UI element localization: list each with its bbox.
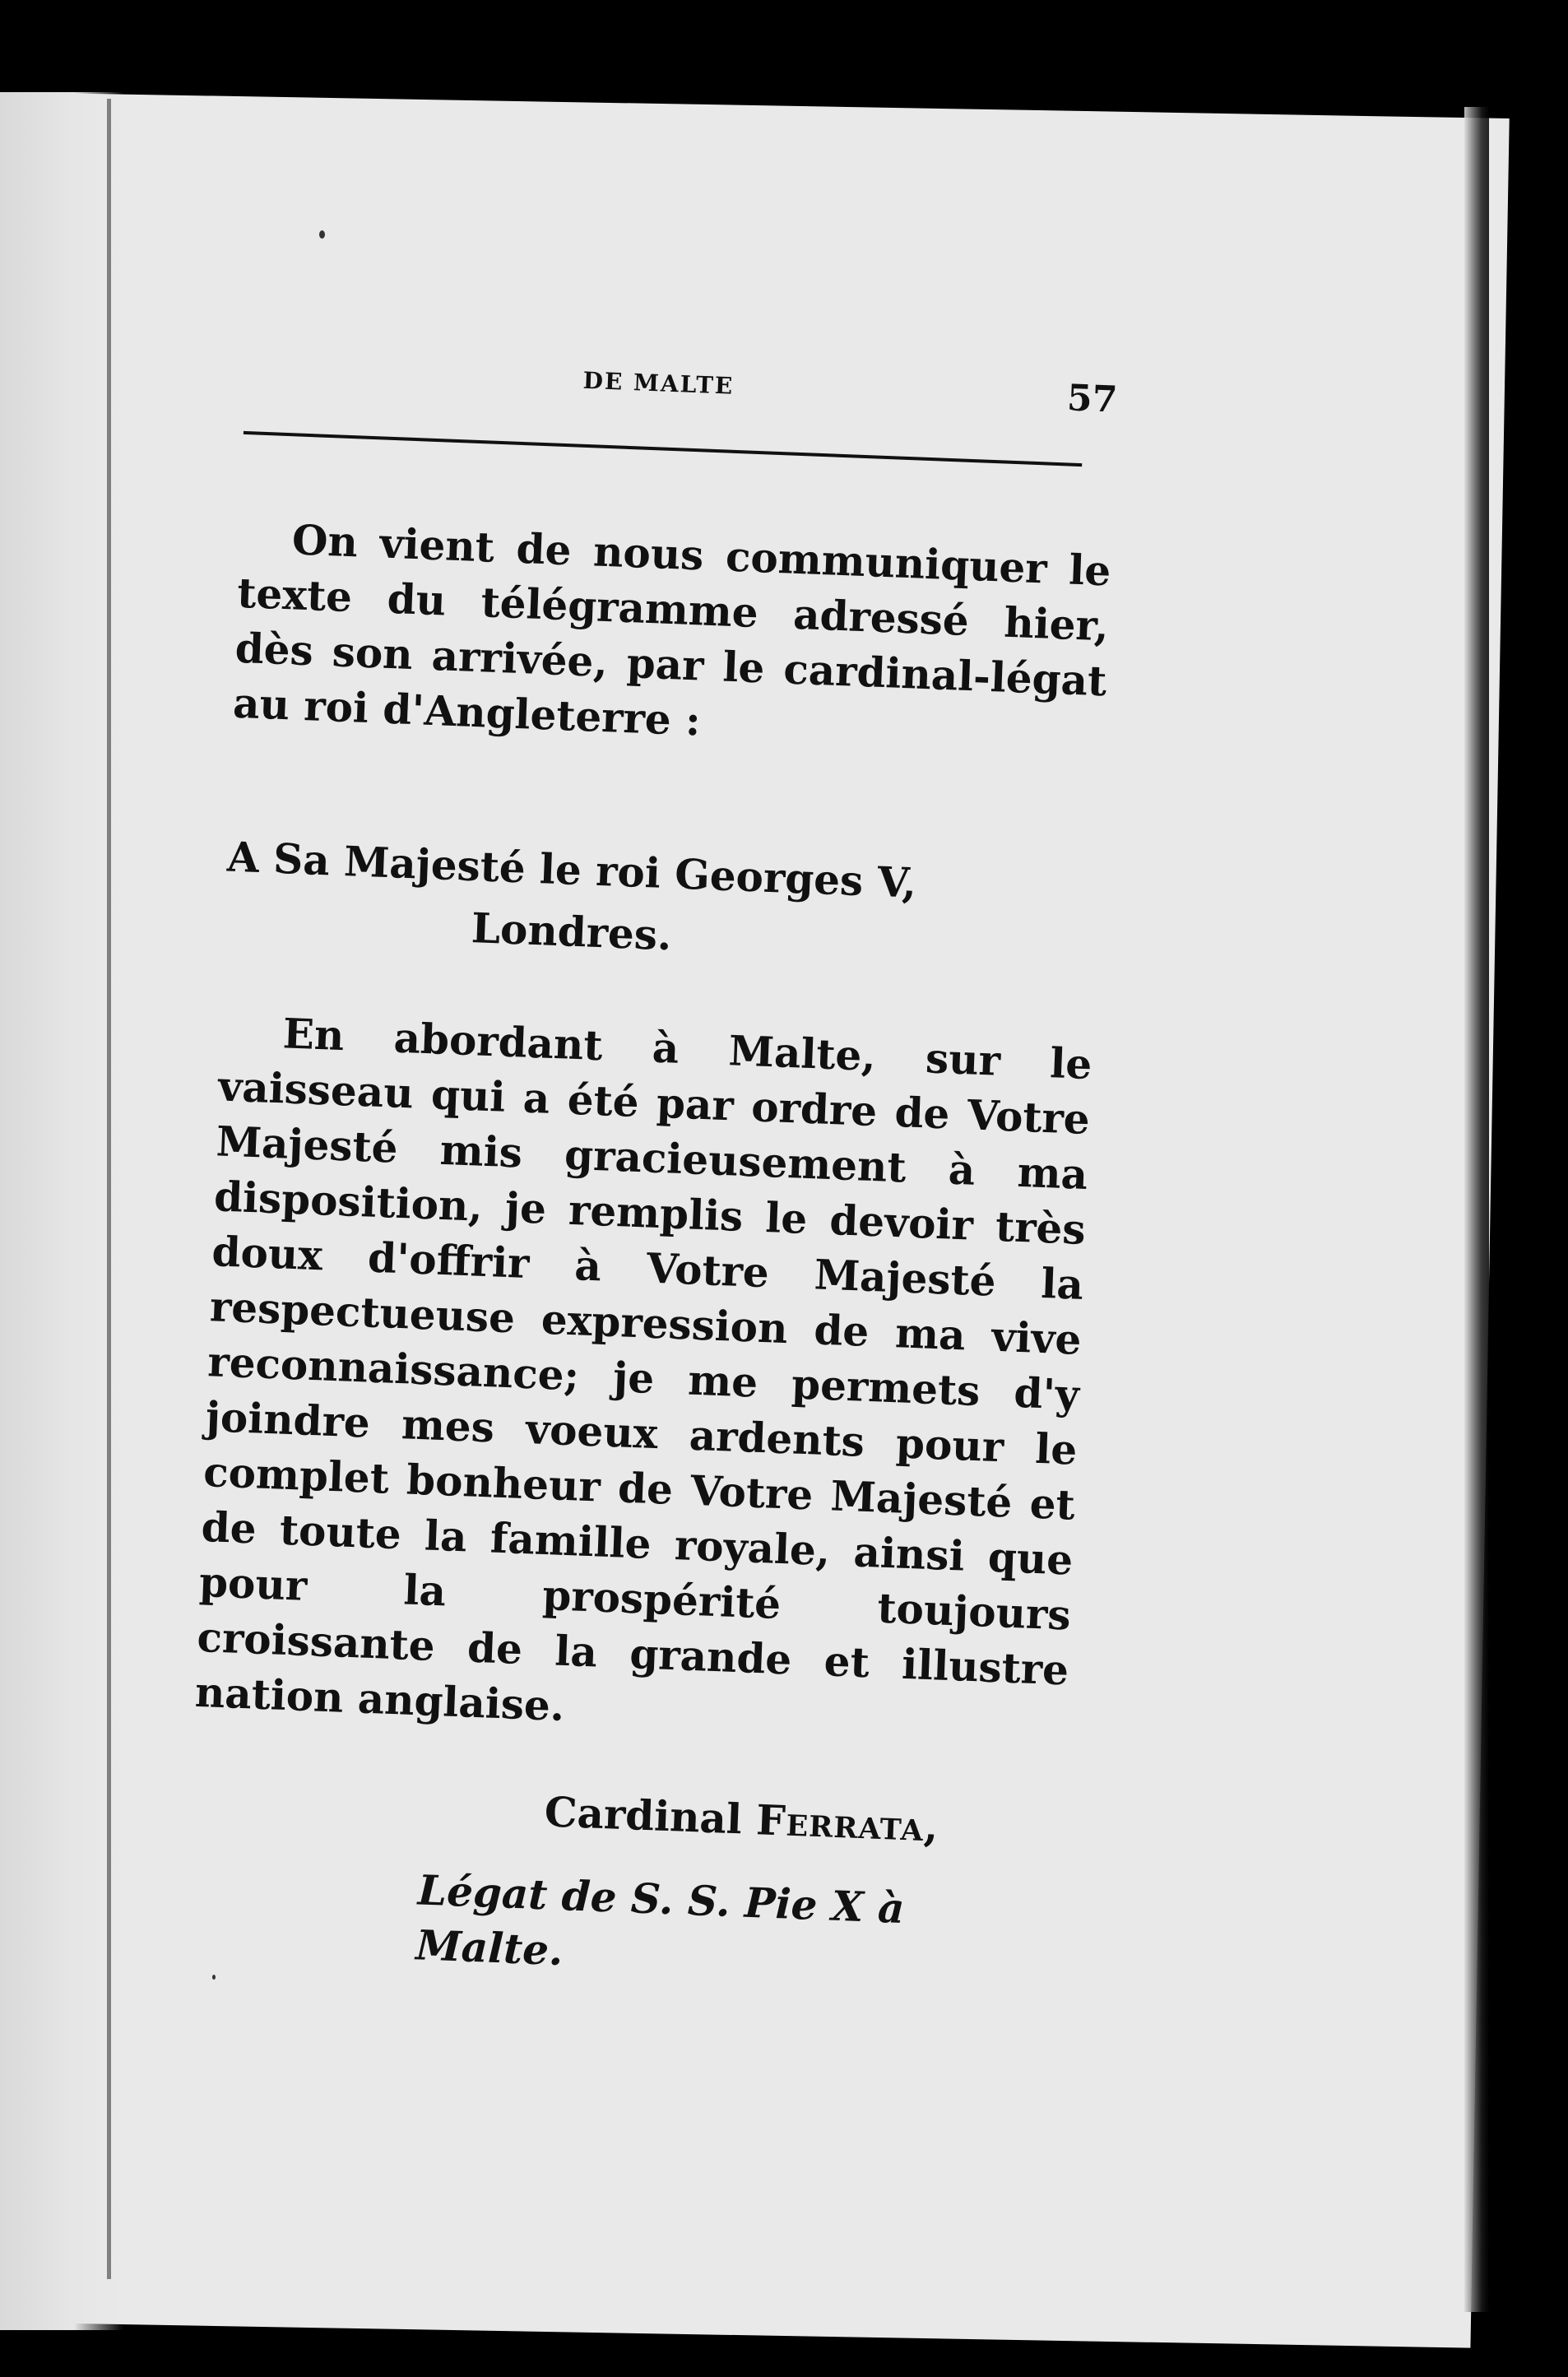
signature-title: Légat de S. S. Pie X à Malte. <box>415 1865 906 1975</box>
ink-speck <box>319 230 325 239</box>
page-edge-shadow <box>1464 107 1489 2312</box>
signature-prefix: Cardinal <box>543 1787 758 1845</box>
signature-name: Ferrata, <box>755 1795 940 1851</box>
inner-margin-shadow <box>0 92 123 2330</box>
signature <box>544 1784 1064 1859</box>
address-city: Londres. <box>470 903 673 960</box>
page-text <box>184 346 1118 1997</box>
page-number: 57 <box>1066 377 1119 421</box>
address-line: A Sa Majesté le roi Georges V, <box>226 832 918 908</box>
gutter-line <box>107 99 111 2279</box>
telegram-paragraph: En abordant à Malte, sur le vaisseau qui a été par ordre de Votre Majesté mis gracieusement à ma disposition, je remplis le devoir très doux d'offrir à Votre Majesté la respectueuse expression de ma vive reconnaissance; je me permets d'y joindre mes voeux ardents pour le complet bonheur de Votre Majesté et de toute la famille royale, ainsi que pour la prospérité toujours croissante de la grande et illustre nation anglaise. <box>194 1009 1093 1731</box>
running-title: DE MALTE <box>582 366 735 400</box>
ink-speck <box>212 1975 216 1980</box>
header-rule <box>244 431 1082 467</box>
intro-paragraph: On vient de nous communiquer le texte du télégramme adressé hier, dès son arrivée, par le cardinal-légat au roi d'Angleterre : <box>232 515 1112 745</box>
